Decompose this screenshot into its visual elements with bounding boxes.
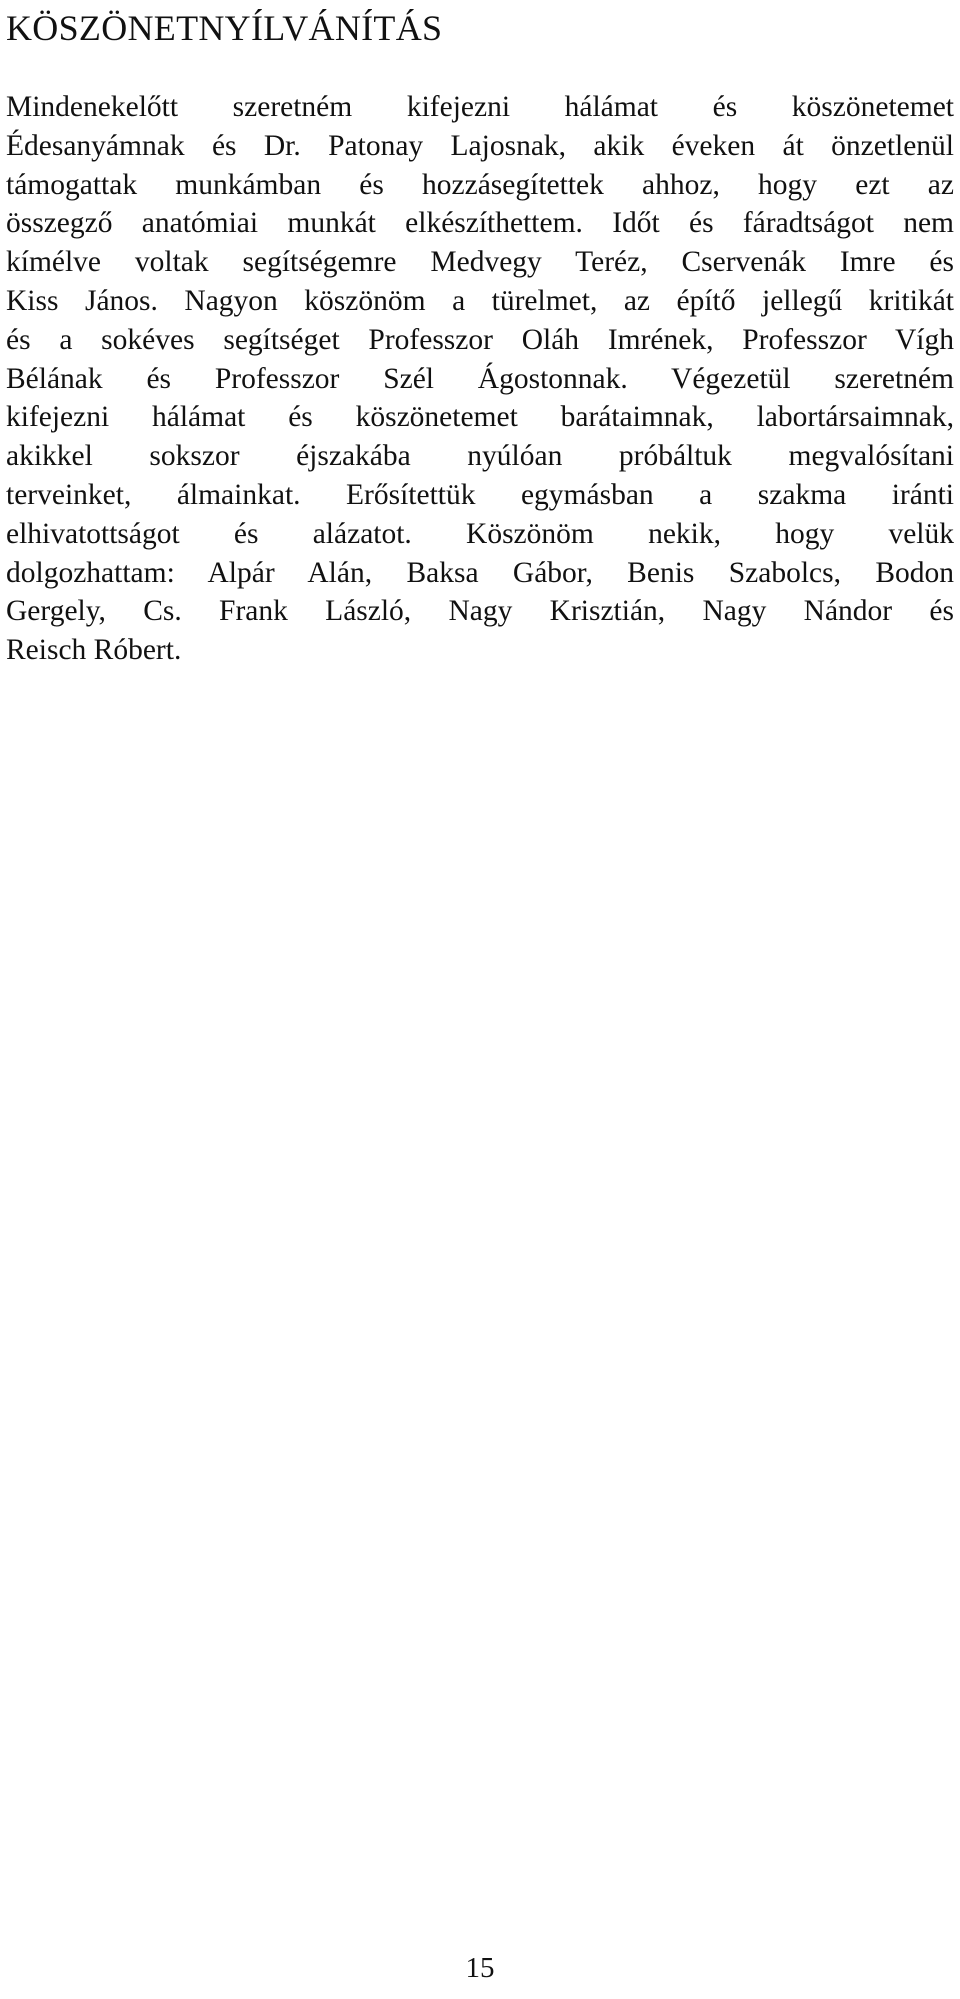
paragraph-line: akikkel sokszor éjszakába nyúlóan próbáltuk megvalósítani xyxy=(6,440,954,473)
paragraph-line: támogattak munkámban és hozzásegítettek ahhoz, hogy ezt az xyxy=(6,168,954,201)
paragraph-line: dolgozhattam: Alpár Alán, Baksa Gábor, Benis Szabolcs, Bodon xyxy=(6,556,954,589)
acknowledgement-paragraph xyxy=(6,88,954,670)
paragraph-line: Mindenekelőtt szeretném kifejezni hálámat és köszönetemet xyxy=(6,91,954,123)
paragraph-line: Gergely, Cs. Frank László, Nagy Krisztián, Nagy Nándor és xyxy=(6,595,954,628)
paragraph-line: és a sokéves segítséget Professzor Oláh Imrének, Professzor Vígh xyxy=(6,323,954,356)
paragraph-line: elhivatottságot és alázatot. Köszönöm nekik, hogy velük xyxy=(6,517,954,550)
paragraph-line: kímélve voltak segítségemre Medvegy Teréz, Cservenák Imre és xyxy=(6,246,954,279)
paragraph-line: összegző anatómiai munkát elkészíthettem. Időt és fáradtságot nem xyxy=(6,207,954,240)
paragraph-line: Reisch Róbert. xyxy=(6,634,182,667)
page-title: KÖSZÖNETNYÍLVÁNÍTÁS xyxy=(6,8,443,48)
page-number: 15 xyxy=(465,1952,495,1984)
paragraph-line: terveinket, álmainkat. Erősítettük egymásban a szakma iránti xyxy=(6,478,954,511)
paragraph-line: kifejezni hálámat és köszönetemet barátaimnak, labortársaimnak, xyxy=(6,401,954,434)
paragraph-line: Bélának és Professzor Szél Ágostonnak. Végezetül szeretném xyxy=(6,362,954,395)
paragraph-line: Kiss János. Nagyon köszönöm a türelmet, az építő jellegű kritikát xyxy=(6,284,954,317)
paragraph-line: Édesanyámnak és Dr. Patonay Lajosnak, akik éveken át önzetlenül xyxy=(6,129,954,162)
